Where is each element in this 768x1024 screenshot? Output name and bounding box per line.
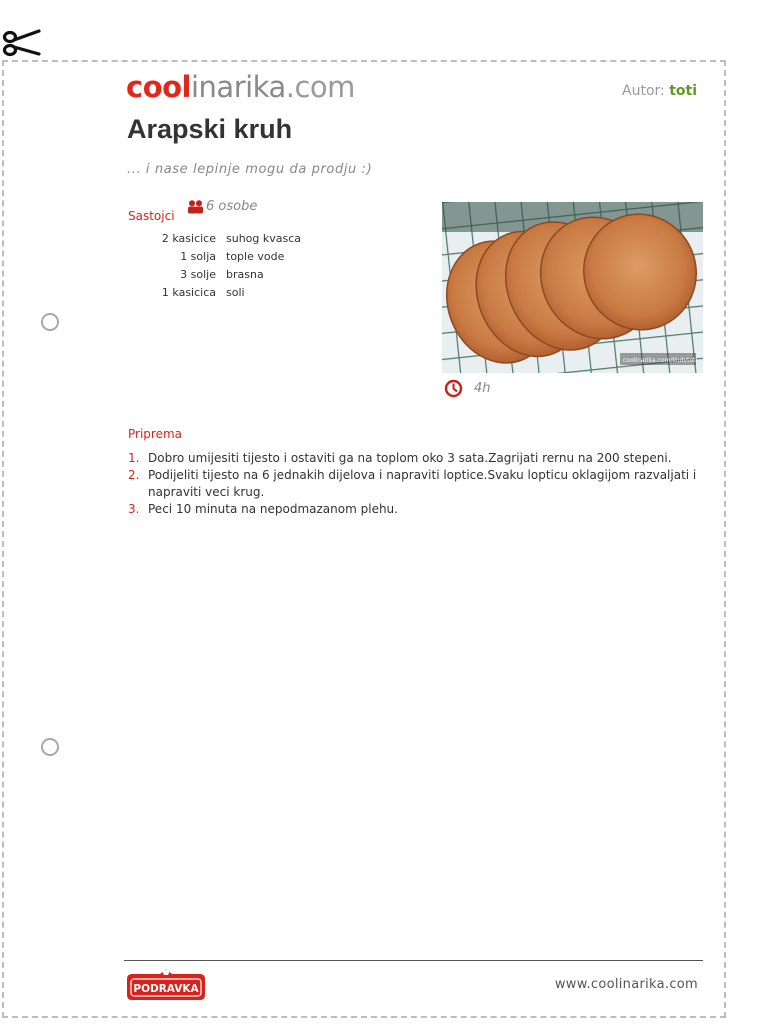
clock-icon (444, 379, 463, 398)
author-line (622, 83, 697, 99)
recipe-title: Arapski kruh (127, 114, 293, 144)
ingredient-qty: 1 solja (180, 250, 216, 263)
author-name[interactable]: toti (669, 83, 697, 99)
step-text: Podijeliti tijesto na 6 jednakih dijelova i napraviti loptice.Svaku lopticu oklagijom razvaljati i napraviti veci krug. (148, 468, 697, 499)
scissors-icon (2, 28, 42, 60)
logo-part-inarika: inarika (190, 70, 286, 104)
step-text: Dobro umijesiti tijesto i ostaviti ga na toplom oko 3 sata.Zagrijati rernu na 200 stepeni. (148, 451, 672, 465)
logo-part-cool: cool (126, 70, 191, 104)
step-number: 2. (128, 468, 140, 482)
author-label: Autor: (622, 83, 665, 99)
recipe-photo (442, 202, 703, 373)
ingredients-list (128, 232, 301, 304)
ingredient-qty: 3 solje (180, 268, 216, 281)
ingredient-row (128, 232, 301, 250)
preparation-label: Priprema (128, 427, 183, 441)
step-text: Peci 10 minuta na nepodmazanom plehu. (148, 502, 398, 516)
prep-time-value: 4h (474, 381, 491, 396)
podravka-wordmark: PODRAVKA (133, 983, 199, 995)
ingredient-name: brasna (226, 268, 264, 281)
people-icon (187, 200, 205, 214)
binder-hole-bottom (41, 738, 59, 756)
binder-hole-top (41, 313, 59, 331)
photo-watermark: coolinarika.com/klub/toti (623, 357, 698, 364)
step-item (128, 467, 708, 501)
ingredient-row (128, 250, 301, 268)
podravka-logo[interactable] (126, 968, 206, 1002)
ingredient-row (128, 268, 301, 286)
footer-url[interactable]: www.coolinarika.com (554, 977, 698, 992)
coolinarika-logo[interactable] (126, 70, 355, 104)
step-item (128, 450, 708, 467)
servings-value: 6 osobe (206, 199, 258, 214)
ingredient-row (128, 286, 301, 304)
preparation-steps (128, 450, 708, 518)
ingredient-name: tople vode (226, 250, 285, 263)
recipe-subtitle: ... i nase lepinje mogu da prodju :) (127, 162, 373, 177)
footer-divider (124, 960, 703, 961)
logo-part-dotcom: .com (285, 70, 355, 104)
ingredient-name: suhog kvasca (226, 232, 302, 245)
step-item (128, 501, 708, 518)
ingredient-name: soli (226, 286, 245, 299)
servings (187, 199, 257, 214)
step-number: 3. (128, 502, 140, 516)
ingredient-qty: 1 kasicica (161, 286, 216, 299)
prep-time (444, 379, 491, 398)
ingredients-label: Sastojci (128, 209, 175, 223)
step-number: 1. (128, 451, 140, 465)
ingredient-qty: 2 kasicice (161, 232, 216, 245)
